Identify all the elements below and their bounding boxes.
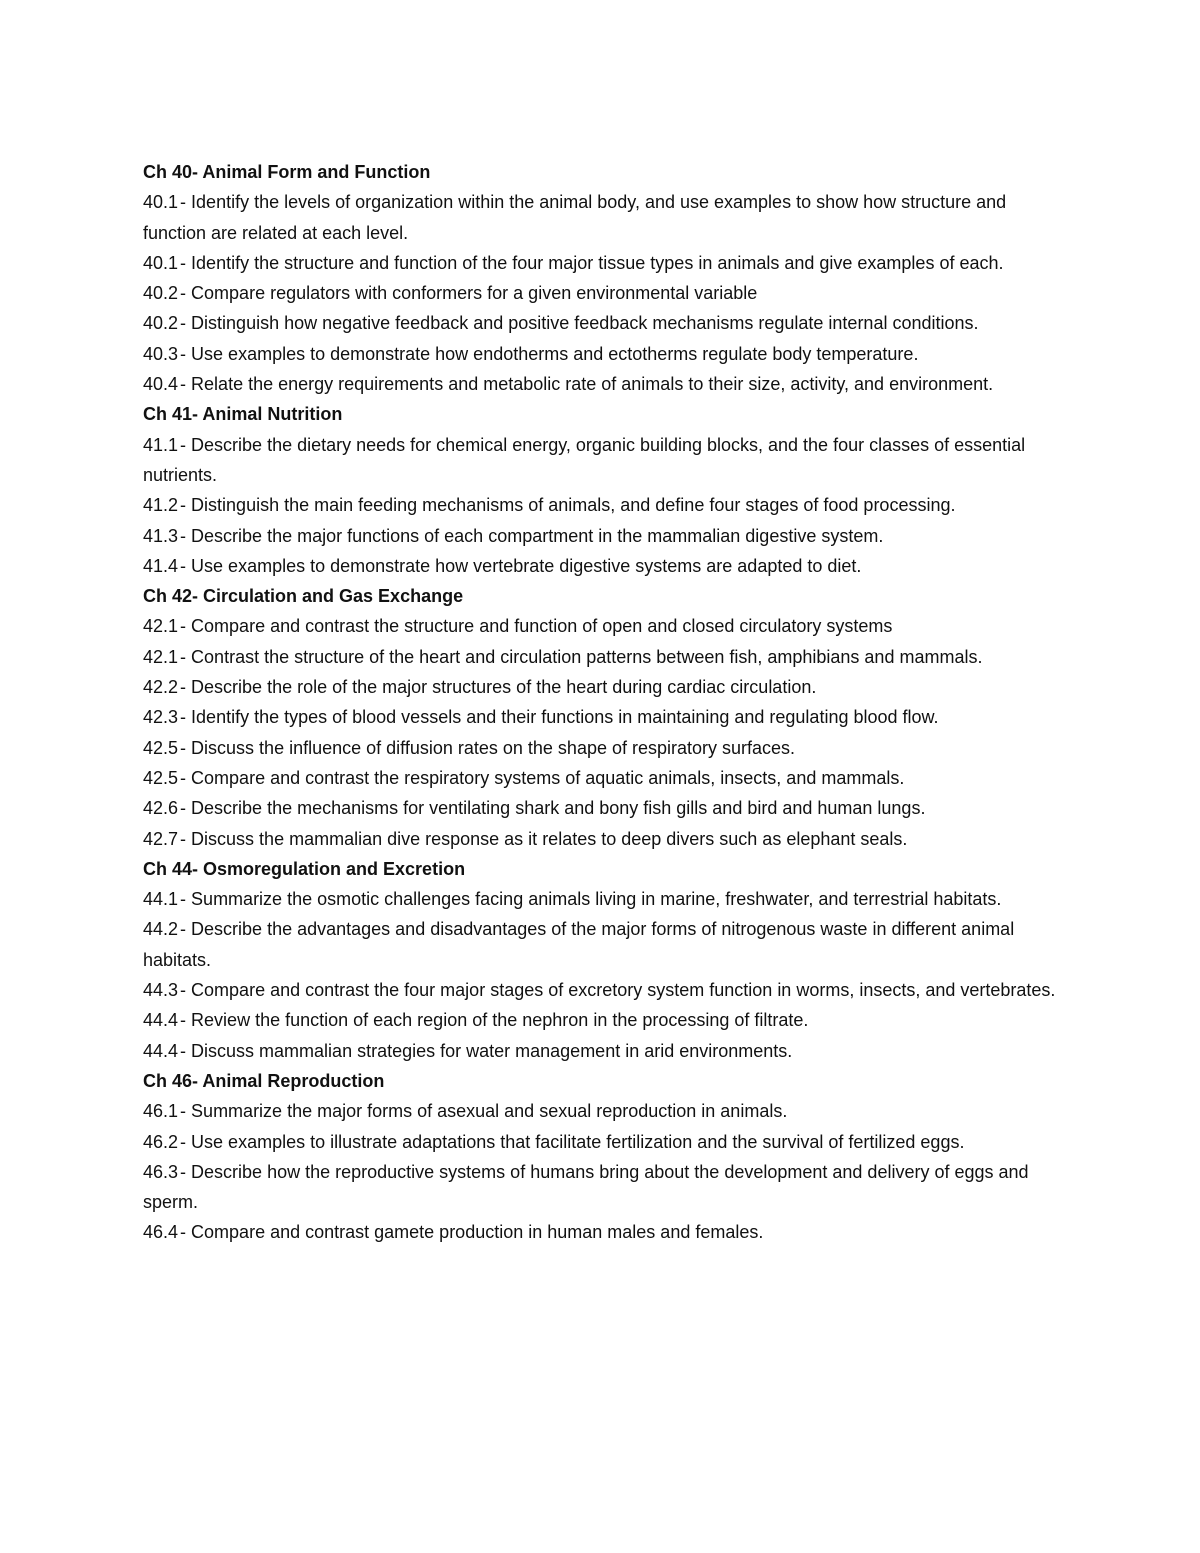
objective-separator: - xyxy=(180,616,192,637)
objective-code: 42.2 xyxy=(143,677,179,698)
objective-separator: - xyxy=(180,434,192,455)
objective-item xyxy=(143,1005,1073,1035)
objective-code: 42.5 xyxy=(143,767,179,788)
objective-item xyxy=(143,339,1073,369)
objective-text: Describe the mechanisms for ventilating shark and bony fish gills and bird and human lungs. xyxy=(191,798,926,819)
objective-text: Use examples to demonstrate how vertebrate digestive systems are adapted to diet. xyxy=(191,555,862,576)
chapter-heading: Ch 44- Osmoregulation and Excretion xyxy=(143,858,466,879)
objective-code: 46.1 xyxy=(143,1101,179,1122)
objective-code: 42.1 xyxy=(143,646,179,667)
objective-text: Review the function of each region of the nephron in the processing of filtrate. xyxy=(191,1010,809,1031)
objective-code: 44.4 xyxy=(143,1010,179,1031)
objective-separator: - xyxy=(180,555,192,576)
objective-code: 41.1 xyxy=(143,434,179,455)
objective-item xyxy=(143,278,1073,308)
objective-separator: - xyxy=(180,1222,192,1243)
objective-text: Describe the dietary needs for chemical energy, organic building blocks, and the four classes of essential nutrients. xyxy=(143,434,1026,485)
objective-text: Relate the energy requirements and metabolic rate of animals to their size, activity, and environment. xyxy=(191,374,994,395)
objective-code: 42.3 xyxy=(143,707,179,728)
objective-text: Identify the levels of organization within the animal body, and use examples to show how structure and function are related at each level. xyxy=(143,192,1007,243)
objective-separator: - xyxy=(180,737,192,758)
objective-code: 42.5 xyxy=(143,737,179,758)
objective-separator: - xyxy=(180,798,192,819)
objective-text: Distinguish how negative feedback and positive feedback mechanisms regulate internal conditions. xyxy=(191,313,979,334)
objective-item xyxy=(143,1036,1073,1066)
objective-text: Describe the advantages and disadvantages of the major forms of nitrogenous waste in different animal habitats. xyxy=(143,919,1015,970)
objective-text: Compare and contrast the structure and function of open and closed circulatory systems xyxy=(191,616,893,637)
objective-code: 44.2 xyxy=(143,919,179,940)
objective-code: 42.6 xyxy=(143,798,179,819)
objective-separator: - xyxy=(180,192,192,213)
objective-separator: - xyxy=(180,1040,192,1061)
chapter-heading: Ch 41- Animal Nutrition xyxy=(143,404,343,425)
objective-item xyxy=(143,187,1073,248)
objective-text: Identify the types of blood vessels and their functions in maintaining and regulating blood flow. xyxy=(191,707,939,728)
objective-separator: - xyxy=(180,707,192,728)
objective-text: Contrast the structure of the heart and circulation patterns between fish, amphibians and mammals. xyxy=(191,646,983,667)
objective-item xyxy=(143,490,1073,520)
objective-separator: - xyxy=(180,767,192,788)
objective-separator: - xyxy=(180,980,192,1001)
objective-code: 40.3 xyxy=(143,343,179,364)
objective-text: Compare regulators with conformers for a given environmental variable xyxy=(191,283,758,304)
objective-text: Compare and contrast gamete production in human males and females. xyxy=(191,1222,764,1243)
objective-item xyxy=(143,369,1073,399)
objective-item xyxy=(143,1096,1073,1126)
objective-code: 44.1 xyxy=(143,889,179,910)
objective-code: 41.3 xyxy=(143,525,179,546)
objective-text: Describe the role of the major structures of the heart during cardiac circulation. xyxy=(191,677,817,698)
objective-item xyxy=(143,308,1073,338)
objective-code: 41.4 xyxy=(143,555,179,576)
objective-text: Discuss the influence of diffusion rates on the shape of respiratory surfaces. xyxy=(191,737,796,758)
objective-item xyxy=(143,430,1073,491)
chapter-heading: Ch 46- Animal Reproduction xyxy=(143,1070,385,1091)
objectives-list xyxy=(143,157,1073,1248)
objective-item xyxy=(143,551,1073,581)
objective-separator: - xyxy=(180,374,192,395)
objective-item xyxy=(143,1157,1073,1218)
objective-code: 40.1 xyxy=(143,192,179,213)
objective-code: 42.1 xyxy=(143,616,179,637)
objective-text: Identify the structure and function of the four major tissue types in animals and give examples of each. xyxy=(191,252,1004,273)
objective-item xyxy=(143,642,1073,672)
chapter-heading: Ch 42- Circulation and Gas Exchange xyxy=(143,586,464,607)
objective-separator: - xyxy=(180,919,192,940)
objective-text: Distinguish the main feeding mechanisms of animals, and define four stages of food processing. xyxy=(191,495,956,516)
objective-code: 40.4 xyxy=(143,374,179,395)
objective-code: 41.2 xyxy=(143,495,179,516)
objective-item xyxy=(143,793,1073,823)
objective-separator: - xyxy=(180,283,192,304)
objective-text: Describe how the reproductive systems of humans bring about the development and delivery of eggs and sperm. xyxy=(143,1161,1029,1213)
objective-code: 46.4 xyxy=(143,1222,179,1243)
objective-text: Discuss mammalian strategies for water management in arid environments. xyxy=(191,1040,793,1061)
objective-text: Summarize the osmotic challenges facing animals living in marine, freshwater, and terrestrial habitats. xyxy=(191,889,1002,910)
objective-separator: - xyxy=(180,646,192,667)
objective-separator: - xyxy=(180,313,192,334)
objective-code: 40.2 xyxy=(143,313,179,334)
objective-item xyxy=(143,1127,1073,1157)
objective-separator: - xyxy=(180,525,192,546)
objective-code: 40.1 xyxy=(143,252,179,273)
objective-text: Describe the major functions of each compartment in the mammalian digestive system. xyxy=(191,525,884,546)
objective-text: Compare and contrast the respiratory systems of aquatic animals, insects, and mammals. xyxy=(191,767,905,788)
objective-item xyxy=(143,672,1073,702)
objective-item xyxy=(143,733,1073,763)
objective-item xyxy=(143,884,1073,914)
objective-code: 40.2 xyxy=(143,283,179,304)
objective-item xyxy=(143,702,1073,732)
objective-separator: - xyxy=(180,495,192,516)
objective-item xyxy=(143,248,1073,278)
objective-code: 42.7 xyxy=(143,828,179,849)
objective-separator: - xyxy=(180,677,192,698)
objective-separator: - xyxy=(180,1161,192,1182)
objective-item xyxy=(143,611,1073,641)
objective-text: Summarize the major forms of asexual and sexual reproduction in animals. xyxy=(191,1101,788,1122)
objective-item xyxy=(143,824,1073,854)
objective-item xyxy=(143,1217,1073,1247)
objective-separator: - xyxy=(180,889,192,910)
objective-text: Use examples to illustrate adaptations that facilitate fertilization and the survival of fertilized eggs. xyxy=(191,1131,965,1152)
objective-separator: - xyxy=(180,1131,192,1152)
objective-item xyxy=(143,914,1073,975)
objective-text: Compare and contrast the four major stages of excretory system function in worms, insects, and vertebrates. xyxy=(191,980,1056,1001)
objective-separator: - xyxy=(180,1101,192,1122)
objective-item xyxy=(143,763,1073,793)
objective-code: 44.3 xyxy=(143,980,179,1001)
objective-item xyxy=(143,521,1073,551)
objective-separator: - xyxy=(180,343,192,364)
objective-text: Use examples to demonstrate how endotherms and ectotherms regulate body temperature. xyxy=(191,343,919,364)
objective-code: 46.2 xyxy=(143,1131,179,1152)
chapter-heading: Ch 40- Animal Form and Function xyxy=(143,162,431,182)
objective-separator: - xyxy=(180,252,192,273)
objective-separator: - xyxy=(180,1010,192,1031)
objective-item xyxy=(143,975,1073,1005)
objective-text: Discuss the mammalian dive response as it relates to deep divers such as elephant seals. xyxy=(191,828,908,849)
objective-code: 44.4 xyxy=(143,1040,179,1061)
objective-separator: - xyxy=(180,828,192,849)
objective-code: 46.3 xyxy=(143,1161,179,1182)
